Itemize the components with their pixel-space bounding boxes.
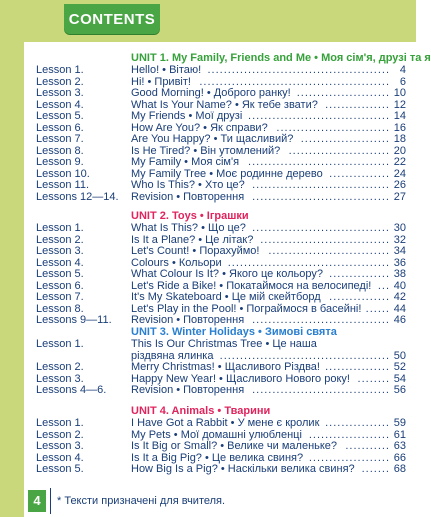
lesson-label: Lessons 12—14. [36, 190, 119, 203]
lesson-label: Lesson 5. [36, 463, 84, 475]
unit-heading [131, 210, 249, 222]
page-ref: 30 [393, 222, 406, 234]
footer-divider [50, 488, 51, 514]
toc-entry[interactable] [36, 268, 406, 280]
dot-leader: ................................... [248, 110, 390, 122]
lesson-label: Lesson 7. [36, 133, 84, 145]
page-ref: 42 [393, 291, 406, 303]
lesson-label: Lesson 8. [36, 144, 84, 157]
page-ref: 50 [393, 349, 406, 362]
toc-entry[interactable] [36, 133, 406, 145]
lesson-label: Lesson 5. [36, 110, 84, 122]
heading-separator: • [254, 326, 265, 338]
lesson-title: My Family • Моя сім'я [131, 156, 240, 168]
top-band [0, 0, 416, 42]
toc-entry[interactable] [36, 87, 406, 99]
lesson-title: It's My Skateboard • Це мій скейтборд [131, 291, 321, 303]
lesson-label: Lesson 3. [36, 440, 84, 452]
lesson-title: What Colour Is It? • Якого це кольору? [131, 268, 323, 280]
lesson-label: Lesson 1. [36, 222, 84, 234]
lesson-label: Lesson 9. [36, 156, 84, 168]
lesson-label: Lesson 5. [36, 268, 84, 280]
lesson-title: How Are You? • Як справи? [131, 121, 268, 134]
toc-entry[interactable] [36, 245, 406, 257]
dot-leader: ............................................... [199, 75, 390, 88]
lesson-title: Is He Tired? • Він утомлений? [131, 144, 281, 157]
unit-heading-en: UNIT 4. Animals [131, 405, 215, 417]
unit-heading [131, 405, 270, 417]
page-ref: 22 [393, 156, 406, 168]
lesson-title: Hello! • Вітаю! [131, 64, 202, 76]
lesson-label: Lesson 8. [36, 302, 84, 315]
dot-leader: .................................. [252, 190, 390, 203]
page-ref: 52 [393, 361, 406, 373]
dot-leader: ............................................. [207, 64, 390, 76]
lesson-label: Lesson 3. [36, 87, 84, 99]
unit-heading-en: UNIT 3. Winter Holidays [131, 326, 255, 338]
dot-leader: .................... [308, 451, 390, 464]
dot-leader: .......................................... [219, 349, 390, 362]
dot-leader: ................ [325, 98, 390, 111]
dot-leader: ................ [325, 361, 390, 373]
page-title: CONTENTS [68, 11, 156, 28]
lesson-label: Lesson 1. [36, 338, 84, 350]
unit-heading-ua: Тварини [224, 405, 271, 417]
toc-entry[interactable] [36, 168, 406, 180]
dot-leader: .............................. [268, 245, 390, 257]
unit-heading-ua: Зимові свята [264, 326, 337, 338]
toc-entry[interactable] [36, 303, 406, 315]
lesson-title: What Is This? • Що це? [131, 222, 246, 234]
dot-leader: ............... [329, 291, 390, 303]
dot-leader: .................... [308, 428, 390, 441]
toc-entry[interactable] [36, 99, 406, 111]
page-ref: 6 [399, 75, 406, 88]
page-ref: 40 [393, 279, 406, 292]
lesson-label: Lesson 10. [36, 167, 90, 180]
page-ref: 44 [393, 302, 406, 315]
toc-entry[interactable] [36, 429, 406, 441]
page-number: 4 [33, 493, 41, 508]
lesson-title: Let's Count! • Порахуймо! [131, 245, 260, 257]
page-ref: 46 [393, 314, 406, 326]
page-ref: 68 [393, 463, 406, 475]
lesson-label: Lesson 2. [36, 75, 84, 88]
lesson-label: Lesson 1. [36, 64, 84, 76]
dot-leader: ................................... [248, 156, 390, 168]
lesson-title: Who Is This? • Хто це? [131, 179, 245, 191]
lesson-label: Lesson 3. [36, 245, 84, 257]
left-band [0, 0, 24, 517]
toc-entry[interactable] [36, 291, 406, 303]
lesson-title: What Is Your Name? • Як тебе звати? [131, 98, 318, 111]
toc-entry[interactable] [36, 440, 406, 452]
toc-entry[interactable] [36, 338, 406, 350]
toc-entry[interactable] [36, 234, 406, 246]
lesson-label: Lesson 2. [36, 233, 84, 246]
lesson-title: Colours • Кольори [131, 256, 222, 269]
lesson-title: Good Morning! • Доброго ранку! [131, 87, 291, 99]
lesson-label: Lessons 9—11. [36, 314, 112, 326]
lesson-title: My Friends • Мої друзі [131, 110, 243, 122]
page-ref: 61 [393, 428, 406, 441]
toc-entry[interactable] [36, 110, 406, 122]
lesson-title: Is It a Big Pig? • Це велика свиня? [131, 451, 304, 464]
unit-heading-ua: Іграшки [206, 210, 249, 222]
toc-entry[interactable] [36, 156, 406, 168]
dot-leader: .................................. [252, 179, 390, 191]
page-ref: 12 [393, 98, 406, 111]
lesson-title: Hi! • Привіт! [131, 75, 191, 88]
toc-entry[interactable] [36, 463, 406, 475]
dot-leader: ...... [365, 302, 390, 315]
page-ref: 34 [393, 245, 406, 257]
dot-leader: ........................................ [227, 256, 390, 269]
dot-leader: ....... [361, 463, 390, 475]
toc-entry[interactable] [36, 417, 406, 429]
dot-leader: ...................... [300, 133, 390, 145]
lesson-title: I Have Got a Rabbit • У мене є кролик [131, 417, 320, 429]
dot-leader: .................................. [252, 222, 390, 234]
dot-leader: ... [377, 279, 390, 292]
footnote: * Тексти призначені для вчителя. [57, 495, 226, 507]
lesson-label: Lesson 4. [36, 256, 84, 269]
dot-leader: ........ [357, 372, 390, 385]
lesson-title: My Family Tree • Моє родинне дерево [131, 167, 323, 180]
lesson-label: Lesson 6. [36, 121, 84, 134]
dot-leader: ............................ [276, 121, 390, 134]
toc-entry[interactable] [36, 222, 406, 234]
page-ref: 4 [399, 64, 406, 76]
lesson-label: Lesson 1. [36, 417, 84, 429]
page-ref: 54 [393, 372, 406, 385]
toc-entry[interactable] [36, 179, 406, 191]
lesson-title: Let's Ride a Bike! • Покатаймося на велосипеді! [131, 279, 372, 292]
toc-entry[interactable] [36, 76, 406, 88]
heading-separator: • [214, 405, 225, 417]
dot-leader: .................................. [252, 314, 390, 326]
lesson-title: How Big Is a Pig? • Наскільки велика свиня? [131, 463, 355, 475]
dot-leader: ....................... [296, 87, 390, 99]
lesson-title: Revision • Повторення [131, 384, 245, 396]
page-ref: 16 [393, 121, 406, 134]
lesson-title: Revision • Повторення [131, 314, 245, 326]
toc-entry[interactable] [36, 64, 406, 76]
lesson-title: This Is Our Christmas Tree • Це наша [131, 338, 317, 350]
page-ref: 38 [393, 268, 406, 280]
toc-entry[interactable] [36, 384, 406, 396]
toc-entry-continued[interactable] [36, 350, 406, 362]
toc-entry[interactable] [36, 280, 406, 292]
toc-entry[interactable] [36, 452, 406, 464]
lesson-title: Merry Christmas! • Щасливого Різдва! [131, 361, 320, 373]
lesson-label: Lesson 2. [36, 361, 84, 373]
page-ref: 14 [393, 110, 406, 122]
toc-entry[interactable] [36, 191, 406, 203]
lesson-title: Is It Big or Small? • Велике чи маленьке? [131, 440, 338, 452]
toc-entry[interactable] [36, 122, 406, 134]
unit-heading [131, 52, 431, 64]
dot-leader: ............... [329, 167, 390, 180]
lesson-title: Revision • Повторення [131, 190, 245, 203]
page-ref: 59 [393, 417, 406, 429]
toc-entry[interactable] [36, 314, 406, 326]
page-ref: 18 [393, 133, 406, 145]
dot-leader: .................................. [252, 384, 390, 396]
page-ref: 63 [393, 440, 406, 452]
toc-entry[interactable] [36, 361, 406, 373]
dot-leader: ........... [345, 440, 390, 452]
lesson-label: Lesson 7. [36, 291, 84, 303]
lesson-label: Lesson 4. [36, 98, 84, 111]
heading-separator: • [311, 52, 322, 64]
contents-tab [64, 4, 160, 34]
lesson-label: Lesson 4. [36, 451, 84, 464]
lesson-label: Lesson 11. [36, 179, 90, 191]
dot-leader: ................ [325, 417, 390, 429]
lesson-title: Happy New Year! • Щасливого Нового року! [131, 372, 350, 385]
toc-entry[interactable] [36, 257, 406, 269]
lesson-label: Lesson 6. [36, 279, 84, 292]
page-ref: 24 [393, 167, 406, 180]
unit-heading [131, 326, 337, 338]
lesson-title-continued: різдвяна ялинка [131, 349, 214, 362]
page-ref: 56 [393, 384, 406, 396]
lesson-title: My Pets • Мої домашні улюбленці [131, 428, 302, 441]
page-ref: 36 [393, 256, 406, 269]
lesson-title: Is It a Plane? • Це літак? [131, 233, 254, 246]
dot-leader: ......................... [288, 144, 390, 157]
page-ref: 20 [393, 144, 406, 157]
page-ref: 27 [393, 190, 406, 203]
page-ref: 26 [393, 179, 406, 191]
page-ref: 10 [393, 87, 406, 99]
unit-heading-en: UNIT 2. Toys [131, 210, 197, 222]
toc-entry[interactable] [36, 145, 406, 157]
page-ref: 32 [393, 233, 406, 246]
page-number-box [28, 490, 46, 512]
dot-leader: ............... [329, 268, 390, 280]
page-ref: 66 [393, 451, 406, 464]
toc-entry[interactable] [36, 373, 406, 385]
lesson-label: Lesson 3. [36, 372, 84, 385]
lesson-label: Lessons 4—6. [36, 384, 107, 396]
heading-separator: • [196, 210, 207, 222]
dot-leader: ................................ [260, 233, 390, 246]
lesson-label: Lesson 2. [36, 428, 84, 441]
lesson-title: Are You Happy? • Ти щасливий? [131, 133, 294, 145]
unit-heading-ua: Моя сім'я, друзі та я [321, 52, 431, 64]
lesson-title: Let's Play in the Pool! • Пограймося в басейні! [131, 302, 362, 315]
unit-heading-en: UNIT 1. My Family, Friends and Me [131, 52, 312, 64]
